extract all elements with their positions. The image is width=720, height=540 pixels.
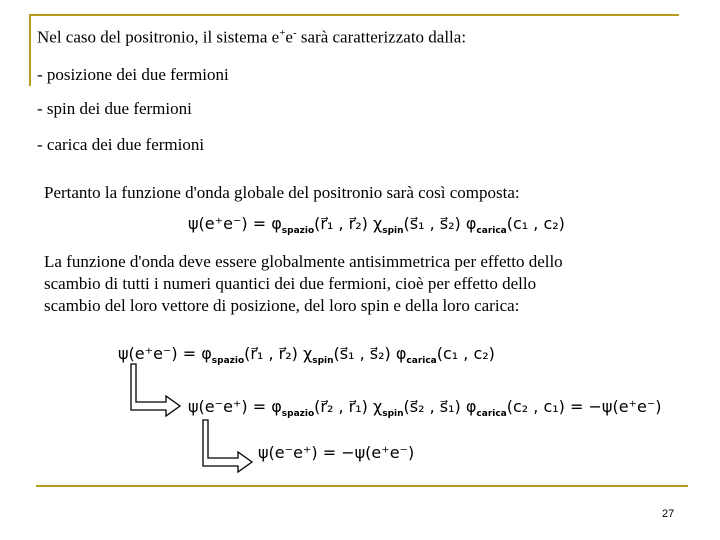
heading-text: Nel caso del positronio, il sistema e+e- sarà caratterizzato dalla:	[37, 27, 467, 47]
arrow-down-right-icon	[202, 418, 258, 474]
paragraph-antisymmetry	[44, 251, 674, 317]
paragraph-composition: Pertanto la funzione d'onda globale del positronio sarà così composta:	[44, 183, 520, 202]
paragraph-line: La funzione d'onda deve essere globalmente antisimmetrica per effetto dello	[44, 252, 563, 271]
bullet-position: - posizione dei due fermioni	[37, 65, 229, 84]
top-rule	[29, 14, 679, 16]
bullet-spin: - spin dei due fermioni	[37, 99, 192, 118]
arrow-down-right-icon	[130, 362, 186, 418]
paragraph-line: scambio di tutti i numeri quantici dei due fermioni, cioè per effetto dello	[44, 274, 537, 293]
bottom-rule	[36, 485, 688, 487]
equation-result: ψ(e⁻e⁺) = −ψ(e⁺e⁻)	[258, 443, 415, 462]
equation-wavefunction: $\psi(e^+e^-) = \varphi_{spazio}(r⃗_1$ , r⃗₂) $\chi_{spin}(s⃗_1$ , s⃗₂) $\varphi_{carica}(c_1$ , c₂)	[188, 214, 565, 236]
bullet-charge: - carica dei due fermioni	[37, 135, 205, 154]
page-number: 27	[662, 508, 675, 520]
left-rule	[29, 14, 31, 86]
equation-exchanged: $\psi(e^-e^+) = \varphi_{spazio}(r⃗_2$ , r⃗₁) $\chi_{spin}(s⃗_2$ , s⃗₁) $\varphi_{carica}(c_2$ , c₁) = −ψ(e⁺e⁻)	[188, 397, 662, 419]
equation-original: $\psi(e^+e^-) = \varphi_{spazio}(r⃗_1$ , r⃗₂) $\chi_{spin}(s⃗_1$ , s⃗₂) $\varphi_{carica}(c_1$ , c₂)	[118, 344, 495, 366]
paragraph-line: scambio del loro vettore di posizione, del loro spin e della loro carica:	[44, 296, 520, 315]
